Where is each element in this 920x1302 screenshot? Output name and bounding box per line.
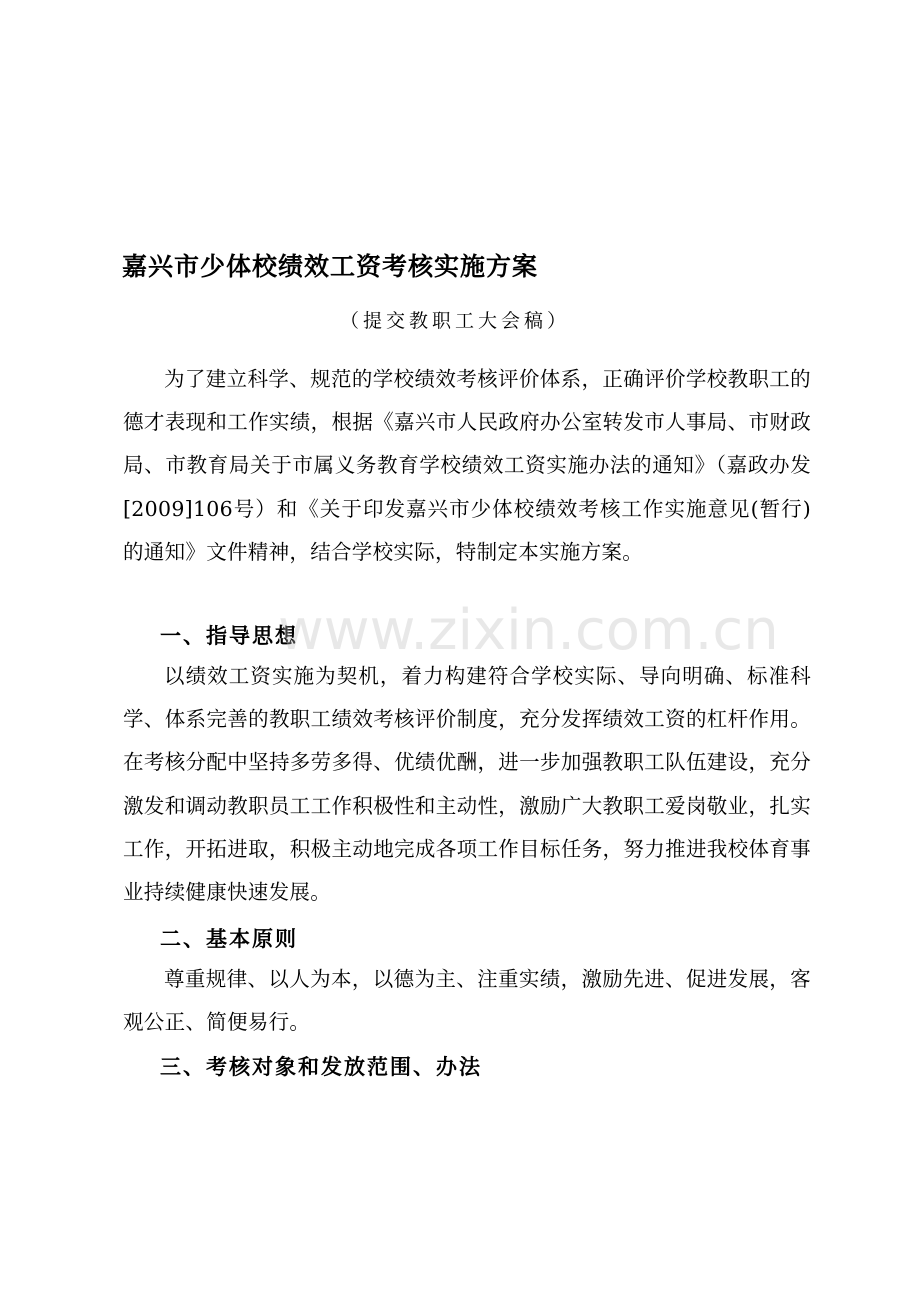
document-title: 嘉兴市少体校绩效工资考核实施方案 (122, 252, 539, 281)
intro-paragraph: 为了建立科学、规范的学校绩效考核评价体系，正确评价学校教职工的德才表现和工作实绩，根据《嘉兴市人民政府办公室转发市人事局、市财政局、市教育局关于市属义务教育学校绩效工资实施办法的通知》（嘉政办发[2009]106号）和《关于印发嘉兴市少体校绩效考核工作实施意见(暂行)的通知》文件精神，结合学校实际，特制定本实施方案。 (123, 367, 811, 564)
section-body-basic-principles: 尊重规律、以人为本，以德为主、注重实绩，激励先进、促进发展，客观公正、简便易行。 (123, 967, 811, 1035)
section-body-guiding-ideology: 以绩效工资实施为契机，着力构建符合学校实际、导向明确、标准科学、体系完善的教职工绩效考核评价制度，充分发挥绩效工资的杠杆作用。在考核分配中坚持多劳多得、优绩优酬，进一步加强教职工队伍建设，充分激发和调动教职员工工作积极性和主动性，激励广大教职工爱岗敬业，扎实工作，开拓进取，积极主动地完成各项工作目标任务，努力推进我校体育事业持续健康快速发展。 (123, 664, 811, 905)
document-subtitle: （提交教职工大会稿） (340, 310, 571, 332)
section-heading-guiding-ideology: 一、指导思想 (160, 624, 298, 648)
section-heading-basic-principles: 二、基本原则 (160, 927, 298, 951)
section-heading-assessment-scope: 三、考核对象和发放范围、办法 (160, 1055, 482, 1079)
watermark: www.zixin.com.cn (278, 598, 779, 663)
